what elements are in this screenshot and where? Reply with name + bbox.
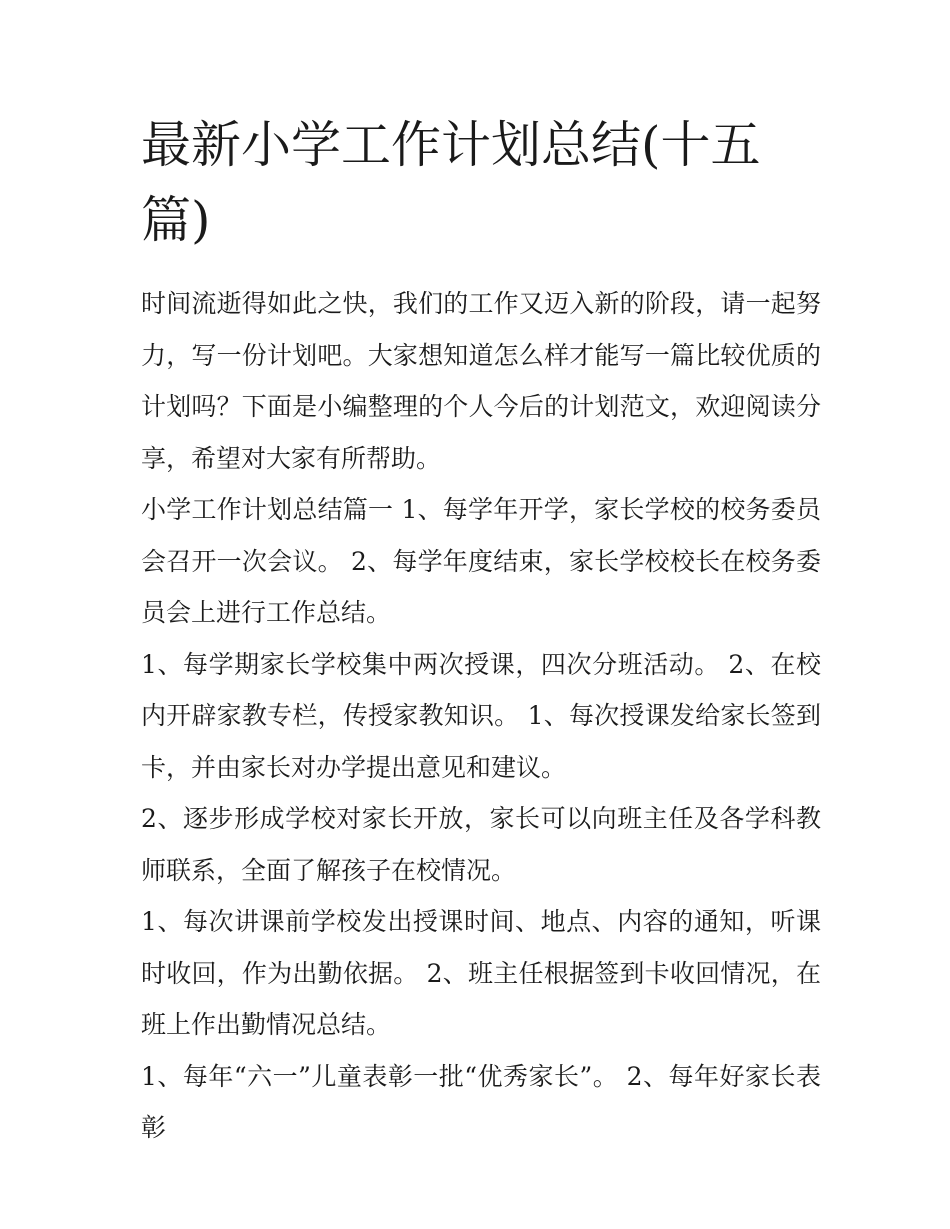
paragraph-3: 1、每学期家长学校集中两次授课，四次分班活动。 2、在校内开辟家教专栏，传授家教知识。 1、每次授课发给家长签到卡，并由家长对办学提出意见和建议。 [141, 649, 821, 782]
paragraph-intro: 时间流逝得如此之快，我们的工作又迈入新的阶段，请一起努力，写一份计划吧。大家想知道怎么样才能写一篇比较优质的计划吗？下面是小编整理的个人今后的计划范文，欢迎阅读分享，希望对大家有所帮助。 [141, 289, 821, 473]
paragraph-2: 小学工作计划总结篇一 1、每学年开学，家长学校的校务委员会召开一次会议。 2、每学年度结束，家长学校校长在校务委员会上进行工作总结。 [141, 495, 821, 627]
paragraph-5: 1、每次讲课前学校发出授课时间、地点、内容的通知，听课时收回，作为出勤依据。 2、班主任根据签到卡收回情况，在班上作出勤情况总结。 [141, 907, 821, 1039]
paragraph-6: 1、每年“六一”儿童表彰一批“优秀家长”。 2、每年好家长表彰 [141, 1061, 821, 1142]
document-body [141, 278, 821, 1154]
paragraph-4: 2、逐步形成学校对家长开放，家长可以向班主任及各学科教师联系，全面了解孩子在校情况。 [141, 804, 821, 885]
page-title: 最新小学工作计划总结(十五篇) [141, 116, 761, 249]
